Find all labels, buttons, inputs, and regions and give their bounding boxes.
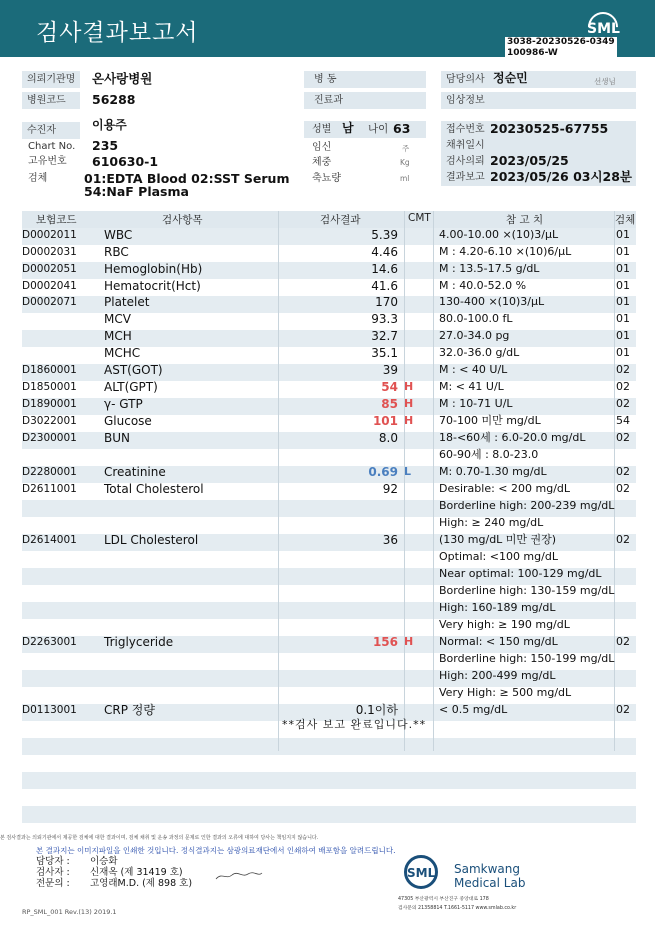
row-ref: Borderline high: 200-239 mg/dL xyxy=(439,499,615,512)
row-result: 5.39 xyxy=(371,228,398,242)
weight-label: 체중 xyxy=(312,157,332,168)
completion-text: **검사 보고 완료입니다.** xyxy=(282,718,427,731)
row-item: Platelet xyxy=(104,295,150,309)
row-result: 92 xyxy=(382,482,398,496)
weight-unit: Kg xyxy=(400,158,410,167)
row-ref: 32.0-36.0 g/dL xyxy=(439,346,520,359)
row-spec: 01 xyxy=(616,228,630,241)
row-code: D2611001 xyxy=(22,483,77,495)
row-code: D0002011 xyxy=(22,229,77,241)
address-1: 47305 부산광역시 부산진구 중앙대로 178 xyxy=(398,897,489,902)
preg-label: 임신 xyxy=(312,142,332,153)
row-item: MCHC xyxy=(104,346,141,360)
table-row xyxy=(22,396,636,412)
row-ref: M : 40.0-52.0 % xyxy=(439,279,527,292)
row-result: 14.6 xyxy=(371,262,398,276)
row-ref: High: 160-189 mg/dL xyxy=(439,601,556,614)
row-item: Creatinine xyxy=(104,465,166,479)
staff-label-3: 전문의 : xyxy=(36,878,70,889)
row-result: 54 xyxy=(381,380,398,394)
table-row xyxy=(22,600,636,616)
row-item: Total Cholesterol xyxy=(104,482,204,496)
ward-label: 병 동 xyxy=(304,71,426,88)
row-ref: Desirable: < 200 mg/dL xyxy=(439,482,571,495)
request-row: 검사의뢰 xyxy=(441,153,636,170)
row-code: D1850001 xyxy=(22,381,77,393)
examinee-label: 수진자 xyxy=(22,122,80,139)
hosp-code-label: 병원코드 xyxy=(22,92,80,109)
row-result: 156 xyxy=(372,635,398,649)
id-label: 고유번호 xyxy=(28,156,67,167)
row-ref: 130-400 ×(10)3/μL xyxy=(439,295,545,308)
row-spec: 02 xyxy=(616,533,630,546)
report-title: 검사결과보고서 xyxy=(36,20,199,46)
row-result: 85 xyxy=(381,397,398,411)
row-flag: H xyxy=(404,380,414,393)
row-ref: M : 10-71 U/L xyxy=(439,397,513,410)
table-row xyxy=(22,617,636,633)
row-ref: M: 0.70-1.30 mg/dL xyxy=(439,465,547,478)
inst-value: 온사랑병원 xyxy=(92,71,153,86)
inst-label: 의뢰기관명 xyxy=(22,71,80,88)
sex-age-row: 성별 xyxy=(304,121,426,138)
row-result: 0.1이하 xyxy=(355,703,398,717)
staff-value-1: 이승화 xyxy=(90,856,118,867)
row-ref: Near optimal: 100-129 mg/dL xyxy=(439,567,602,580)
hosp-code-value: 56288 xyxy=(92,92,136,107)
chart-value: 235 xyxy=(92,138,119,153)
row-item: ALT(GPT) xyxy=(104,380,158,394)
table-row xyxy=(22,464,636,480)
table-row xyxy=(22,244,636,260)
urine-label: 축뇨량 xyxy=(312,173,341,184)
company-name: Samkwang Medical Lab xyxy=(454,862,526,890)
table-row xyxy=(22,311,636,327)
footer-warning: 본 결과지는 이미지파일을 인쇄한 것입니다. 정식결과지는 삼광의료재단에서 인쇄하여 배포함을 알려드립니다. xyxy=(36,846,396,855)
col-ref: 참 고 치 xyxy=(506,214,544,226)
table-row xyxy=(22,532,636,548)
report-row: 결과보고 xyxy=(441,169,636,186)
row-ref: 70-100 미만 mg/dL xyxy=(439,414,541,427)
table-row xyxy=(22,583,636,599)
row-spec: 01 xyxy=(616,329,630,342)
row-spec: 01 xyxy=(616,245,630,258)
row-spec: 01 xyxy=(616,346,630,359)
row-code: D2614001 xyxy=(22,534,77,546)
row-code: D3022001 xyxy=(22,415,77,427)
table-row xyxy=(22,379,636,395)
receipt-value: 20230525-67755 xyxy=(490,121,609,136)
row-result: 39 xyxy=(382,363,398,377)
dept-label: 진료과 xyxy=(304,92,426,109)
row-spec: 01 xyxy=(616,312,630,325)
row-ref: Borderline high: 150-199 mg/dL xyxy=(439,652,615,665)
row-code: D0113001 xyxy=(22,704,77,716)
specimen-label: 검체 xyxy=(28,173,48,184)
row-ref: (130 mg/dL 미만 권장) xyxy=(439,533,557,546)
row-code: D1890001 xyxy=(22,398,77,410)
table-row xyxy=(22,328,636,344)
row-code: D0002071 xyxy=(22,296,77,308)
row-item: γ- GTP xyxy=(104,397,143,411)
row-spec: 02 xyxy=(616,465,630,478)
table-row xyxy=(22,447,636,463)
row-ref: High: 200-499 mg/dL xyxy=(439,669,556,682)
specimen-value-2: 54:NaF Plasma xyxy=(84,184,189,199)
row-item: MCV xyxy=(104,312,131,326)
row-ref: High: ≥ 240 mg/dL xyxy=(439,516,544,529)
clinical-label: 임상정보 xyxy=(441,92,636,109)
table-row xyxy=(22,413,636,429)
table-row xyxy=(22,651,636,667)
form-id: RP_SML_001 Rev.(13) 2019.1 xyxy=(22,908,117,916)
doctor-value: 정순민 xyxy=(493,71,528,85)
col-code: 보험코드 xyxy=(36,214,77,226)
row-ref: M: < 41 U/L xyxy=(439,380,504,393)
row-spec: 02 xyxy=(616,635,630,648)
col-result: 검사결과 xyxy=(320,214,361,226)
sml-logo-icon: SML xyxy=(585,12,621,40)
table-row xyxy=(22,685,636,701)
row-spec: 02 xyxy=(616,703,630,716)
footer-note: 본 검사결과는 의뢰기관에서 제공한 검체에 대한 결과이며, 검체 채취 및 운송 과정의 문제로 인한 결과의 오류에 대하여 당사는 책임지지 않습니다. xyxy=(0,835,319,841)
id-value: 610630-1 xyxy=(92,154,159,169)
table-row xyxy=(22,261,636,277)
receipt-row: 접수번호 xyxy=(441,121,636,138)
row-ref: Borderline high: 130-159 mg/dL xyxy=(439,584,615,597)
staff-value-3: 고영래M.D. (제 898 호) xyxy=(90,878,193,889)
preg-unit: 주 xyxy=(402,144,410,153)
row-ref: 80.0-100.0 fL xyxy=(439,312,513,325)
row-flag: H xyxy=(404,414,414,427)
table-row xyxy=(22,515,636,531)
table-row xyxy=(22,430,636,446)
specimen-value-1: 01:EDTA Blood 02:SST Serum xyxy=(84,171,290,186)
row-item: MCH xyxy=(104,329,132,343)
signature-icon xyxy=(214,870,264,882)
row-result: 0.69 xyxy=(368,465,398,479)
table-row xyxy=(22,294,636,310)
col-item: 검사항목 xyxy=(162,214,203,226)
row-spec: 01 xyxy=(616,295,630,308)
row-ref: 60-90세 : 8.0-23.0 xyxy=(439,448,539,461)
age-value: 63 xyxy=(393,121,411,136)
row-code: D2263001 xyxy=(22,636,77,648)
row-flag: H xyxy=(404,635,414,648)
row-spec: 02 xyxy=(616,380,630,393)
age-label: 나이 xyxy=(368,123,389,135)
collect-label: 채취일시 xyxy=(441,137,636,154)
row-code: D1860001 xyxy=(22,364,77,376)
row-ref: 27.0-34.0 pg xyxy=(439,329,510,342)
row-ref: Optimal: <100 mg/dL xyxy=(439,550,558,563)
row-result: 41.6 xyxy=(371,279,398,293)
row-spec: 02 xyxy=(616,363,630,376)
row-item: LDL Cholesterol xyxy=(104,533,199,547)
row-flag: H xyxy=(404,397,414,410)
row-item: Hematocrit(Hct) xyxy=(104,279,201,293)
row-item: AST(GOT) xyxy=(104,363,163,377)
col-cmt: CMT xyxy=(408,212,431,224)
row-spec: 01 xyxy=(616,262,630,275)
row-ref: Normal: < 150 mg/dL xyxy=(439,635,558,648)
row-spec: 02 xyxy=(616,397,630,410)
table-row xyxy=(22,549,636,565)
staff-value-2: 신재옥 (제 31419 호) xyxy=(90,867,183,878)
request-id: 3038-20230526-0349 100986-W xyxy=(507,37,615,58)
row-item: Glucose xyxy=(104,414,152,428)
row-ref: M : 13.5-17.5 g/dL xyxy=(439,262,540,275)
sex-value: 남 xyxy=(342,121,354,135)
row-spec: 02 xyxy=(616,482,630,495)
row-code: D2300001 xyxy=(22,432,77,444)
row-ref: Very High: ≥ 500 mg/dL xyxy=(439,686,572,699)
row-item: RBC xyxy=(104,245,129,259)
table-row xyxy=(22,634,636,650)
row-result: 8.0 xyxy=(378,431,398,445)
row-result: 36 xyxy=(382,533,398,547)
table-row xyxy=(22,481,636,497)
report-value: 2023/05/26 03시28분 xyxy=(490,169,633,184)
row-ref: M : < 40 U/L xyxy=(439,363,508,376)
row-ref: 18-<60세 : 6.0-20.0 mg/dL xyxy=(439,431,586,444)
table-row xyxy=(22,227,636,243)
results-table-header xyxy=(22,211,636,228)
address-2: 검사문의 21358814 T.1661-5117 www.smlab.co.kr xyxy=(398,906,517,911)
doctor-suffix: 선생님 xyxy=(594,77,616,86)
row-result: 93.3 xyxy=(371,312,398,326)
row-code: D0002041 xyxy=(22,280,77,292)
table-row xyxy=(22,362,636,378)
row-flag: L xyxy=(404,465,412,478)
row-ref: 4.00-10.00 ×(10)3/μL xyxy=(439,228,559,241)
row-result: 4.46 xyxy=(371,245,398,259)
row-item: Hemoglobin(Hb) xyxy=(104,262,203,276)
table-row xyxy=(22,566,636,582)
row-ref: M : 4.20-6.10 ×(10)6/μL xyxy=(439,245,572,258)
chart-label: Chart No. xyxy=(28,141,76,152)
table-stripe xyxy=(22,738,636,755)
row-item: WBC xyxy=(104,228,133,242)
row-spec: 54 xyxy=(616,414,630,427)
sml-footer-logo-icon: SML xyxy=(404,855,440,891)
row-spec: 01 xyxy=(616,279,630,292)
row-item: CRP 정량 xyxy=(104,703,155,717)
table-row xyxy=(22,498,636,514)
urine-unit: ml xyxy=(400,174,410,183)
row-result: 32.7 xyxy=(371,329,398,343)
row-code: D0002031 xyxy=(22,246,77,258)
row-code: D2280001 xyxy=(22,466,77,478)
col-spec: 검체 xyxy=(615,214,636,226)
doctor-label: 담당의사 xyxy=(441,71,636,88)
table-stripe xyxy=(22,806,636,823)
row-result: 170 xyxy=(375,295,398,309)
row-code: D0002051 xyxy=(22,263,77,275)
row-item: BUN xyxy=(104,431,130,445)
row-result: 101 xyxy=(372,414,398,428)
table-row xyxy=(22,345,636,361)
row-item: Triglyceride xyxy=(104,635,174,649)
row-spec: 02 xyxy=(616,431,630,444)
staff-label-2: 검사자 : xyxy=(36,867,70,878)
request-value: 2023/05/25 xyxy=(490,153,569,168)
table-row xyxy=(22,278,636,294)
staff-label-1: 담당자 : xyxy=(36,856,70,867)
row-result: 35.1 xyxy=(371,346,398,360)
row-ref: < 0.5 mg/dL xyxy=(439,703,508,716)
row-ref: Very high: ≥ 190 mg/dL xyxy=(439,618,570,631)
table-stripe xyxy=(22,772,636,789)
table-row xyxy=(22,668,636,684)
examinee-value: 이용주 xyxy=(92,118,127,132)
